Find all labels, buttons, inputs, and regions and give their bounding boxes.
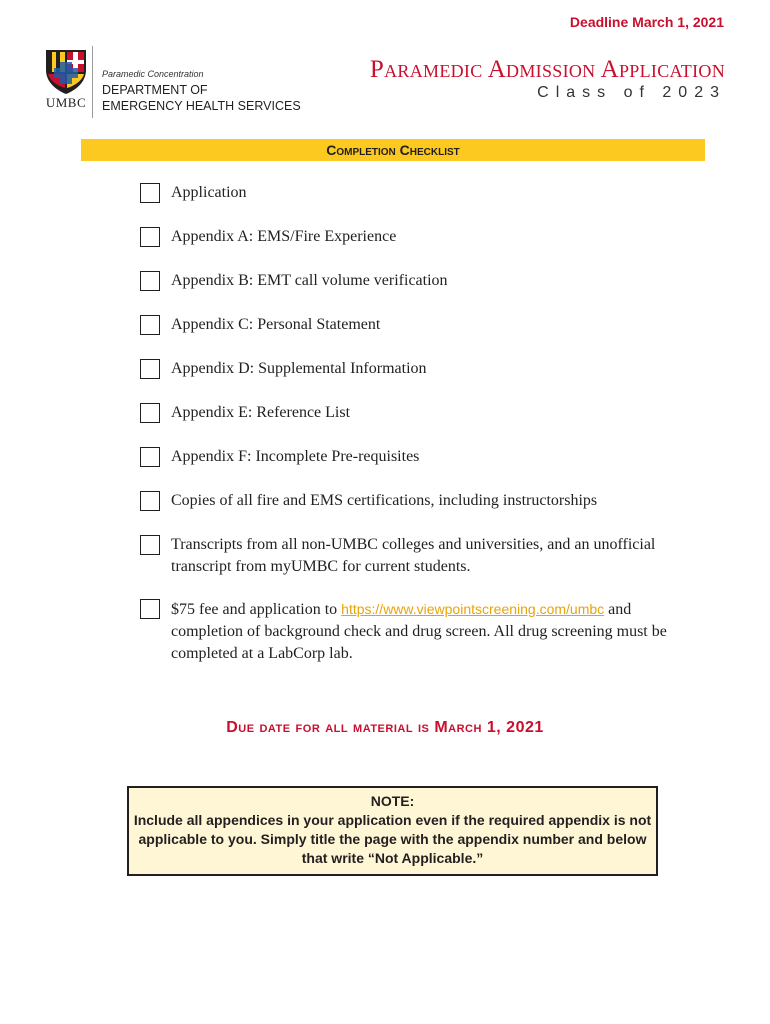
checklist-item-label: $75 fee and application to [171,601,338,618]
checklist-item [140,314,700,336]
note-box [127,786,658,876]
checklist-item-label: Application [171,184,247,201]
checklist-item [140,534,700,578]
checklist-item-label: Appendix C: Personal Statement [171,316,381,333]
checklist-item-label: Transcripts from all non-UMBC colleges and universities, and an unofficial transcript from myUMBC for current students. [171,536,656,575]
checkbox[interactable] [140,359,160,379]
checkbox[interactable] [140,183,160,203]
checklist-item [140,226,700,248]
checklist-item-label: Copies of all fire and EMS certifications, including instructorships [171,492,598,509]
checklist-heading: Completion Checklist [81,139,705,161]
checkbox[interactable] [140,403,160,423]
checkbox[interactable] [140,599,160,619]
checklist-item [140,402,700,424]
checklist-item [140,270,700,292]
checkbox[interactable] [140,535,160,555]
checkbox[interactable] [140,447,160,467]
checklist-item [140,182,700,204]
checklist-item-label-continued: and completion of background check and drug screen. All drug screening must be completed at a LabCorp lab. [171,601,667,662]
note-heading: NOTE: [370,793,415,809]
page-title: Paramedic Admission Application [369,56,725,83]
checkbox[interactable] [140,491,160,511]
deadline-text: Deadline March 1, 2021 [569,14,724,30]
due-date-notice: Due date for all material is March 1, 2021 [226,719,544,736]
department-line-2: EMERGENCY HEALTH SERVICES [102,99,301,113]
checklist-item-label: Appendix E: Reference List [171,404,351,421]
checklist-item-label: Appendix F: Incomplete Pre-requisites [171,448,420,465]
checklist-item-label: Appendix D: Supplemental Information [171,360,427,377]
concentration-label: Paramedic Concentration [102,69,204,79]
note-body: Include all appendices in your application even if the required appendix is not applicable to you. Simply title the page with the appendix number and below that write “Not Applicable.” [133,812,652,866]
checklist-item-label: Appendix A: EMS/Fire Experience [171,228,397,245]
umbc-logo-text: UMBC [45,95,87,110]
checklist-item-label: Appendix B: EMT call volume verification [171,272,448,289]
completion-checklist [140,182,700,665]
checklist-item [140,598,700,665]
department-name [102,82,322,114]
viewpoint-screening-link[interactable]: https://www.viewpointscreening.com/umbc [341,601,605,617]
header-divider [92,46,93,118]
checkbox[interactable] [140,271,160,291]
checklist-item [140,446,700,468]
checkbox[interactable] [140,315,160,335]
class-subtitle: Class of 2023 [537,84,726,101]
checklist-item [140,490,700,512]
checkbox[interactable] [140,227,160,247]
checklist-item [140,358,700,380]
department-line-1: DEPARTMENT OF [102,83,208,97]
